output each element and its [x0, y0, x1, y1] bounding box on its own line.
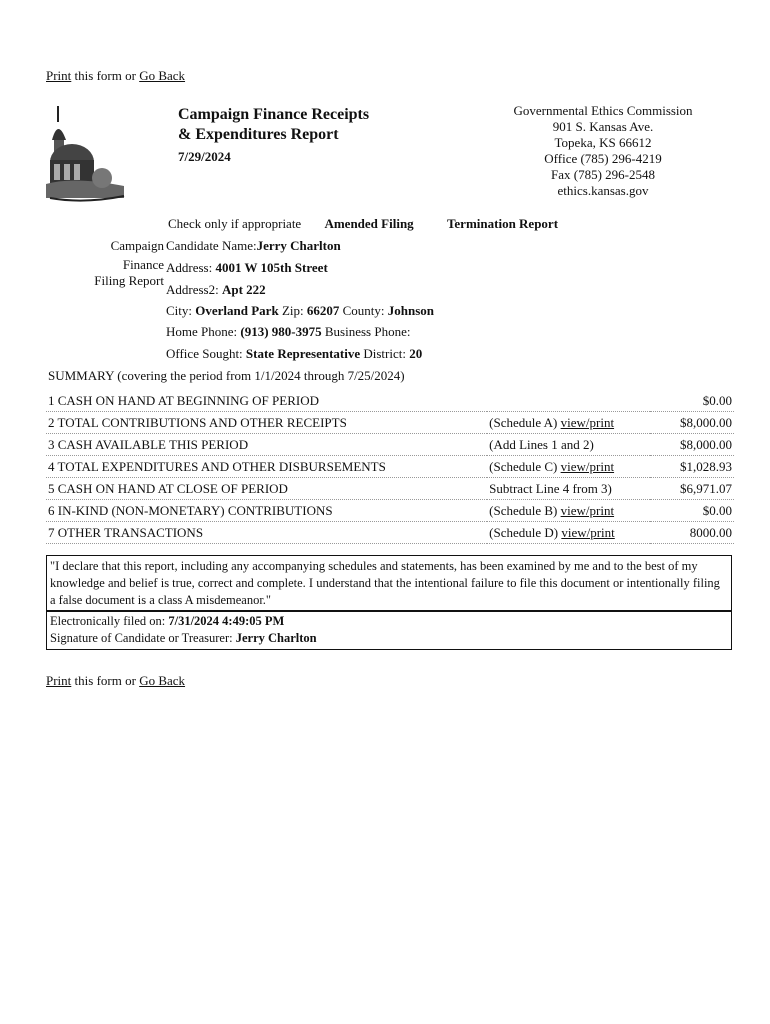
phone-row [166, 324, 410, 340]
schedule-reference: (Schedule A) [489, 414, 558, 430]
summary-amount: $1,028.93 [650, 456, 734, 478]
view-print-link[interactable]: view/print [561, 524, 615, 540]
filed-on-label: Electronically filed on: [50, 614, 166, 628]
office-row [166, 346, 422, 362]
summary-schedule-cell [487, 412, 650, 434]
print-link[interactable]: Print [46, 68, 72, 83]
home-phone-value: (913) 980-3975 [240, 324, 322, 339]
summary-amount: $6,971.07 [650, 478, 734, 500]
summary-table [46, 390, 734, 544]
summary-line-description: 1 CASH ON HAND AT BEGINNING OF PERIOD [46, 390, 487, 412]
declaration-statement: "I declare that this report, including any accompanying schedules and statements, has been examined by me and to the best of my knowledge and belief is true, correct and complete. I understand that the intentional failure to file this document or intentionally filing a false document is a class A misdemeanor." [46, 555, 732, 612]
electronic-filing-box [46, 610, 732, 650]
address2-label: Address2: [166, 282, 219, 297]
schedule-reference: (Add Lines 1 and 2) [489, 436, 594, 452]
amended-filing-option: Amended Filing [324, 216, 414, 231]
termination-report-option: Termination Report [446, 216, 559, 231]
nav-text: this form or [74, 673, 136, 688]
commission-address [468, 103, 738, 199]
summary-line-description: 5 CASH ON HAND AT CLOSE OF PERIOD [46, 478, 487, 500]
address2-row [166, 282, 266, 298]
view-print-link[interactable]: view/print [560, 414, 615, 430]
report-title-line-2: & Expenditures Report [178, 126, 339, 143]
summary-line-description: 7 OTHER TRANSACTIONS [46, 522, 487, 544]
office-sought-label: Office Sought: [166, 346, 243, 361]
summary-row [46, 434, 734, 456]
kansas-capitol-seal-logo [44, 100, 128, 208]
signature-row [50, 630, 728, 647]
filed-on-row [50, 613, 728, 630]
summary-row [46, 500, 734, 522]
filing-type-label: Check only if appropriate [168, 216, 302, 231]
summary-row [46, 478, 734, 500]
summary-schedule-cell [487, 500, 650, 522]
top-nav [46, 68, 185, 84]
commission-city: Topeka, KS 66612 [554, 135, 652, 150]
summary-line-description: 2 TOTAL CONTRIBUTIONS AND OTHER RECEIPTS [46, 412, 487, 434]
summary-row [46, 522, 734, 544]
summary-line-description: 6 IN-KIND (NON-MONETARY) CONTRIBUTIONS [46, 500, 487, 522]
report-title-block [178, 105, 369, 165]
schedule-reference: (Schedule D) [489, 524, 559, 540]
side-label-filing-report: Filing Report [94, 273, 164, 288]
summary-amount: $0.00 [650, 500, 734, 522]
report-title-line-1: Campaign Finance Receipts [178, 106, 370, 123]
schedule-reference: (Schedule B) [489, 502, 558, 518]
home-phone-label: Home Phone: [166, 324, 238, 339]
bottom-nav [46, 673, 185, 689]
commission-website: ethics.kansas.gov [557, 183, 649, 198]
nav-text: this form or [74, 68, 136, 83]
city-label: City: [166, 303, 193, 318]
address-row [166, 260, 328, 276]
address2-value: Apt 222 [221, 282, 266, 297]
side-label-campaign: Campaign [110, 238, 164, 253]
summary-line-description: 3 CASH AVAILABLE THIS PERIOD [46, 434, 487, 456]
zip-label: Zip: [281, 303, 304, 318]
view-print-link[interactable]: view/print [560, 502, 615, 518]
commission-office-phone: Office (785) 296-4219 [544, 151, 662, 166]
summary-schedule-cell [487, 434, 650, 456]
commission-fax: Fax (785) 296-2548 [551, 167, 655, 182]
district-label: District: [363, 346, 406, 361]
summary-line-description: 4 TOTAL EXPENDITURES AND OTHER DISBURSEMENTS [46, 456, 487, 478]
summary-schedule-cell [487, 478, 650, 500]
signature-value: Jerry Charlton [235, 631, 317, 645]
commission-name: Governmental Ethics Commission [513, 103, 693, 118]
summary-row [46, 390, 734, 412]
summary-amount: $0.00 [650, 390, 734, 412]
summary-row [46, 456, 734, 478]
print-link[interactable]: Print [46, 673, 72, 688]
candidate-name-label: Candidate Name: [166, 238, 257, 253]
filing-type-row [168, 216, 588, 232]
filed-on-value: 7/31/2024 4:49:05 PM [168, 614, 285, 628]
summary-amount: $8,000.00 [650, 434, 734, 456]
commission-street: 901 S. Kansas Ave. [552, 119, 654, 134]
candidate-name-value: Jerry Charlton [256, 238, 341, 253]
go-back-link[interactable]: Go Back [139, 673, 186, 688]
zip-value: 66207 [306, 303, 340, 318]
address-value: 4001 W 105th Street [215, 260, 328, 275]
summary-schedule-cell [487, 522, 650, 544]
office-sought-value: State Representative [245, 346, 361, 361]
schedule-reference: Subtract Line 4 from 3) [489, 480, 612, 496]
summary-amount: $8,000.00 [650, 412, 734, 434]
address-label: Address: [166, 260, 213, 275]
city-row [166, 303, 434, 319]
summary-amount: 8000.00 [650, 522, 734, 544]
summary-row [46, 412, 734, 434]
go-back-link[interactable]: Go Back [139, 68, 186, 83]
business-phone-label: Business Phone: [324, 324, 411, 339]
report-date: 7/29/2024 [178, 149, 231, 164]
city-value: Overland Park [195, 303, 279, 318]
summary-schedule-cell [487, 456, 650, 478]
view-print-link[interactable]: view/print [560, 458, 615, 474]
district-value: 20 [409, 346, 423, 361]
signature-label: Signature of Candidate or Treasurer: [50, 631, 233, 645]
side-label-finance: Finance [122, 257, 164, 272]
county-label: County: [342, 303, 385, 318]
candidate-name-row [166, 238, 341, 254]
county-value: Johnson [387, 303, 435, 318]
schedule-reference: (Schedule C) [489, 458, 558, 474]
summary-schedule-cell [487, 390, 650, 412]
summary-heading: SUMMARY (covering the period from 1/1/2024 through 7/25/2024) [48, 368, 405, 383]
